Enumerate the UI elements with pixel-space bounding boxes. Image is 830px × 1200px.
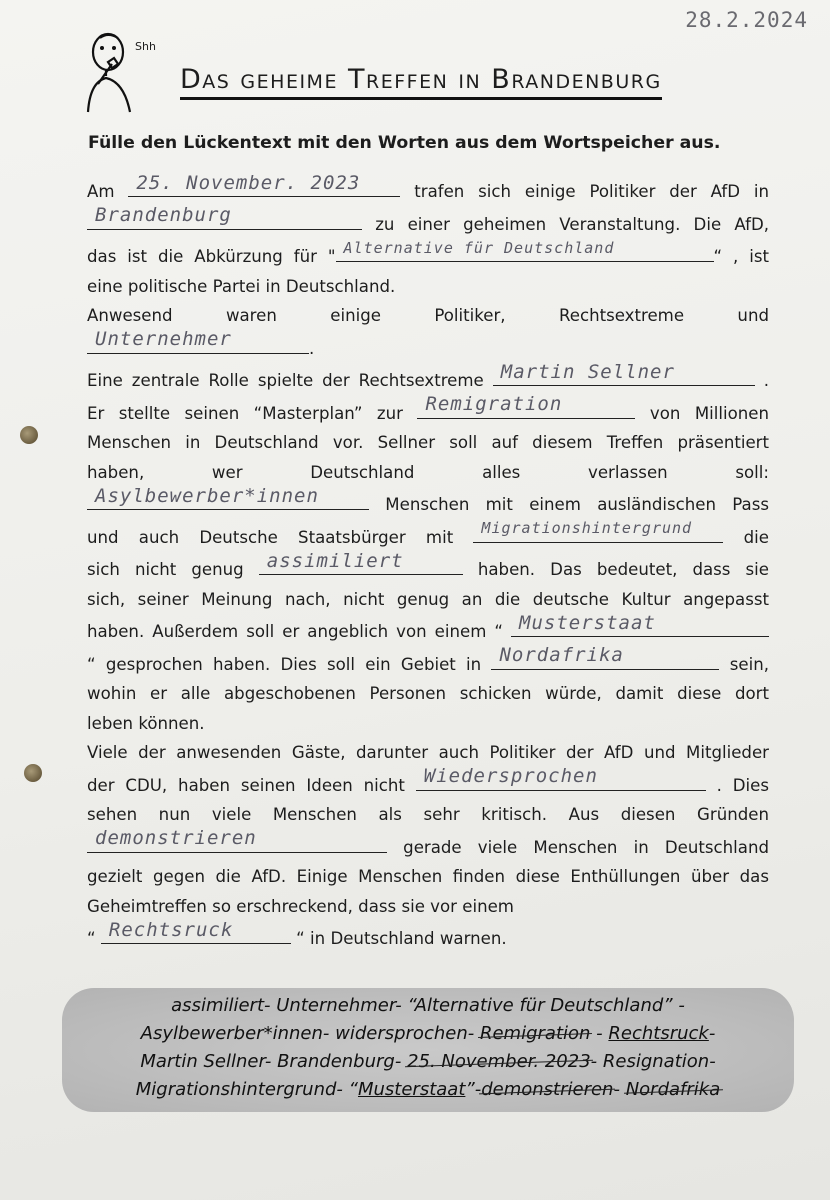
crossed-word: Remigration: [479, 1023, 591, 1044]
answer-blank[interactable]: [473, 520, 723, 543]
text-segment: haben, wer Deutschland alles verlassen soll:: [87, 462, 769, 482]
text-segment: zu einer geheimen Veranstaltung. Die AfD,: [375, 214, 769, 234]
handwritten-answer: Musterstaat: [519, 611, 656, 634]
answer-blank[interactable]: [493, 360, 755, 386]
handwritten-answer: assimiliert: [266, 549, 404, 572]
text-segment: und auch Deutsche Staatsbürger mit: [87, 527, 454, 547]
handwritten-answer: Nordafrika: [499, 644, 624, 666]
text-segment: .: [763, 371, 770, 390]
text-segment: Eine zentrale Rolle spielte der Rechtsextreme: [87, 371, 484, 390]
underlined-word: Musterstaat: [357, 1079, 466, 1100]
word-bank-line: [62, 1048, 794, 1076]
answer-blank[interactable]: [101, 918, 291, 944]
word-bank: [62, 988, 794, 1112]
answer-blank[interactable]: [128, 171, 400, 197]
text-segment: eine politische Partei in Deutschland.: [87, 276, 396, 296]
text-segment: “ gesprochen haben. Dies soll ein Gebiet in: [87, 654, 482, 674]
answer-blank[interactable]: [87, 827, 387, 853]
handwritten-answer: Alternative für Deutschland: [343, 238, 615, 257]
text-segment: von Millionen: [649, 403, 770, 423]
crossed-word: Nordafrika: [625, 1079, 721, 1100]
crossed-word: demonstrieren: [481, 1079, 614, 1100]
text-segment: Anwesend waren einige Politiker, Rechtsextreme und: [87, 306, 769, 325]
handwritten-answer: Remigration: [425, 393, 563, 415]
handwritten-answer: 25. November. 2023: [136, 171, 361, 194]
text-segment: der CDU, haben seinen Ideen nicht: [87, 775, 405, 795]
cloze-text: [87, 171, 770, 954]
text-segment: das ist die Abkürzung für ": [87, 247, 336, 266]
page-title: Das geheime Treffen in Brandenburg: [180, 64, 662, 100]
word-bank-text: - Resignation-: [590, 1051, 716, 1072]
handwritten-answer: Rechtsruck: [108, 918, 234, 941]
punch-hole-bottom: [24, 764, 42, 782]
word-bank-text: Asylbewerber*innen- widersprochen-: [140, 1023, 475, 1044]
text-segment: Er stellte seinen “Masterplan” zur: [87, 403, 403, 423]
text-segment: .: [309, 338, 315, 358]
text-segment: “: [87, 929, 96, 948]
text-segment: trafen sich einige Politiker der AfD in: [414, 182, 770, 201]
word-bank-text: Migrationshintergrund- “: [135, 1079, 358, 1100]
text-segment: haben. Das bedeutet, dass sie: [477, 560, 769, 579]
handwritten-answer: Migrationshintergrund: [481, 519, 693, 537]
answer-blank[interactable]: [87, 204, 362, 230]
text-segment: “ in Deutschland warnen.: [296, 929, 507, 948]
answer-blank[interactable]: [511, 611, 769, 637]
text-segment: die: [743, 527, 769, 547]
handwritten-answer: Wiedersprochen: [423, 765, 598, 787]
answer-blank[interactable]: [417, 393, 635, 419]
handwritten-answer: Martin Sellner: [500, 360, 675, 383]
text-segment: haben. Außerdem soll er angeblich von einem “: [87, 622, 503, 641]
text-segment: Geheimtreffen so erschreckend, dass sie vor einem: [87, 896, 514, 916]
text-segment: gezielt gegen die AfD. Einige Menschen finden diese Enthüllungen über das: [87, 867, 769, 886]
word-bank-text: -: [708, 1023, 716, 1044]
text-segment: wohin er alle abgeschobenen Personen schicken würde, damit diese dort: [87, 684, 769, 703]
handwritten-answer: demonstrieren: [95, 827, 257, 849]
text-segment: Viele der anwesenden Gäste, darunter auch Politiker der AfD und Mitglieder: [87, 743, 769, 762]
underlined-word: Rechtsruck: [608, 1023, 709, 1044]
word-bank-line: [62, 1076, 794, 1104]
punch-hole-top: [20, 426, 38, 444]
logo-text: Shh: [135, 40, 156, 53]
handwritten-answer: Brandenburg: [95, 204, 232, 226]
text-segment: sich nicht genug: [87, 560, 244, 579]
text-segment: . Dies: [716, 775, 769, 795]
word-bank-text: ”-: [465, 1079, 482, 1100]
instruction: Fülle den Lückentext mit den Worten aus dem Wortspeicher aus.: [88, 133, 721, 153]
word-bank-text: assimiliert- Unternehmer- “Alternative für Deutschland” -: [171, 995, 685, 1016]
handwritten-date: 28.2.2024: [685, 8, 808, 32]
word-bank-text: Martin Sellner- Brandenburg-: [140, 1051, 402, 1072]
answer-blank[interactable]: [259, 549, 463, 575]
shush-figure-icon: [78, 24, 158, 116]
word-bank-line: [62, 1020, 794, 1048]
text-segment: leben können.: [87, 713, 205, 733]
handwritten-answer: Asylbewerber*innen: [95, 484, 319, 507]
text-segment: sein,: [729, 654, 769, 674]
answer-blank[interactable]: [491, 644, 719, 670]
answer-blank[interactable]: [336, 239, 714, 262]
word-bank-text: -: [613, 1079, 620, 1100]
text-segment: Menschen in Deutschland vor. Sellner soll auf diesem Treffen präsentiert: [87, 433, 769, 452]
answer-blank[interactable]: [416, 765, 706, 791]
text-segment: gerade viele Menschen in Deutschland: [403, 837, 769, 857]
text-segment: sehen nun viele Menschen als sehr kritisch. Aus diesen Gründen: [87, 805, 769, 824]
answer-blank[interactable]: [87, 484, 369, 510]
answer-blank[interactable]: [87, 328, 309, 354]
crossed-word: 25. November. 2023: [407, 1051, 591, 1072]
text-segment: Menschen mit einem ausländischen Pass: [385, 495, 769, 514]
text-segment: sich, seiner Meinung nach, nicht genug an die deutsche Kultur angepasst: [87, 589, 769, 609]
word-bank-line: [62, 992, 794, 1020]
word-bank-text: -: [596, 1023, 603, 1044]
handwritten-answer: Unternehmer: [95, 328, 232, 350]
text-segment: Am: [87, 182, 115, 201]
text-segment: “ , ist: [713, 247, 770, 266]
